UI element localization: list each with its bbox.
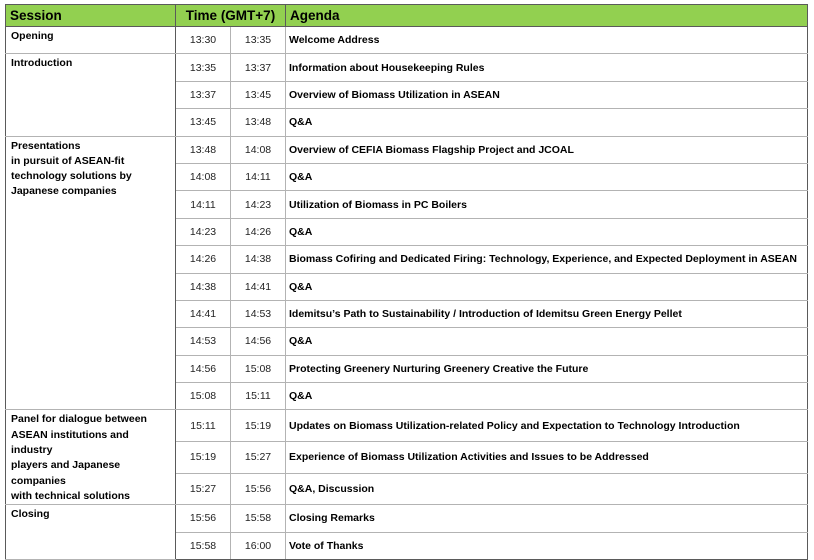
table-row xyxy=(6,410,808,442)
agenda-item: Utilization of Biomass in PC Boilers xyxy=(286,191,808,218)
agenda-item: Information about Housekeeping Rules xyxy=(286,54,808,81)
start-time: 14:38 xyxy=(176,273,231,300)
agenda-item: Q&A xyxy=(286,328,808,355)
start-time: 14:41 xyxy=(176,300,231,327)
header-row xyxy=(6,5,808,27)
agenda-column-header: Agenda xyxy=(286,5,808,27)
start-time: 13:37 xyxy=(176,81,231,108)
table-row xyxy=(6,136,808,163)
agenda-item: Vote of Thanks xyxy=(286,532,808,559)
end-time: 14:08 xyxy=(231,136,286,163)
start-time: 13:35 xyxy=(176,54,231,81)
agenda-item: Q&A xyxy=(286,109,808,136)
end-time: 15:11 xyxy=(231,383,286,410)
end-time: 14:38 xyxy=(231,246,286,273)
end-time: 13:45 xyxy=(231,81,286,108)
end-time: 15:56 xyxy=(231,473,286,505)
start-time: 15:11 xyxy=(176,410,231,442)
end-time: 14:11 xyxy=(231,163,286,190)
end-time: 15:27 xyxy=(231,442,286,474)
agenda-item: Q&A xyxy=(286,163,808,190)
start-time: 13:48 xyxy=(176,136,231,163)
end-time: 13:37 xyxy=(231,54,286,81)
start-time: 13:45 xyxy=(176,109,231,136)
end-time: 16:00 xyxy=(231,532,286,559)
start-time: 15:58 xyxy=(176,532,231,559)
time-column-header: Time (GMT+7) xyxy=(176,5,286,27)
end-time: 14:56 xyxy=(231,328,286,355)
end-time: 13:48 xyxy=(231,109,286,136)
agenda-item: Welcome Address xyxy=(286,27,808,54)
end-time: 15:19 xyxy=(231,410,286,442)
agenda-item: Protecting Greenery Nurturing Greenery Creative the Future xyxy=(286,355,808,382)
end-time: 15:58 xyxy=(231,505,286,532)
start-time: 14:23 xyxy=(176,218,231,245)
start-time: 15:08 xyxy=(176,383,231,410)
start-time: 14:08 xyxy=(176,163,231,190)
agenda-item: Updates on Biomass Utilization-related Policy and Expectation to Technology Introduction xyxy=(286,410,808,442)
agenda-item: Overview of Biomass Utilization in ASEAN xyxy=(286,81,808,108)
start-time: 14:11 xyxy=(176,191,231,218)
agenda-item: Q&A xyxy=(286,218,808,245)
start-time: 15:27 xyxy=(176,473,231,505)
start-time: 14:26 xyxy=(176,246,231,273)
table-row xyxy=(6,505,808,532)
end-time: 14:23 xyxy=(231,191,286,218)
agenda-item: Q&A xyxy=(286,383,808,410)
agenda-item: Q&A, Discussion xyxy=(286,473,808,505)
start-time: 14:56 xyxy=(176,355,231,382)
session-title: Closing xyxy=(6,505,176,560)
end-time: 14:53 xyxy=(231,300,286,327)
table-row xyxy=(6,27,808,54)
session-title: Presentations in pursuit of ASEAN-fit technology solutions by Japanese companies xyxy=(6,136,176,410)
agenda-item: Idemitsu’s Path to Sustainability / Introduction of Idemitsu Green Energy Pellet xyxy=(286,300,808,327)
end-time: 14:41 xyxy=(231,273,286,300)
end-time: 14:26 xyxy=(231,218,286,245)
agenda-item: Overview of CEFIA Biomass Flagship Project and JCOAL xyxy=(286,136,808,163)
agenda-body xyxy=(6,27,808,560)
session-column-header: Session xyxy=(6,5,176,27)
agenda-item: Experience of Biomass Utilization Activities and Issues to be Addressed xyxy=(286,442,808,474)
start-time: 15:56 xyxy=(176,505,231,532)
end-time: 15:08 xyxy=(231,355,286,382)
agenda-item: Biomass Cofiring and Dedicated Firing: Technology, Experience, and Expected Deployment in ASEAN xyxy=(286,246,808,273)
start-time: 14:53 xyxy=(176,328,231,355)
start-time: 13:30 xyxy=(176,27,231,54)
agenda-table xyxy=(5,4,808,560)
session-title: Opening xyxy=(6,27,176,54)
end-time: 13:35 xyxy=(231,27,286,54)
session-title: Panel for dialogue between ASEAN institutions and industry players and Japanese companies with technical solutions xyxy=(6,410,176,505)
start-time: 15:19 xyxy=(176,442,231,474)
table-row xyxy=(6,54,808,81)
agenda-item: Closing Remarks xyxy=(286,505,808,532)
session-title: Introduction xyxy=(6,54,176,136)
agenda-item: Q&A xyxy=(286,273,808,300)
